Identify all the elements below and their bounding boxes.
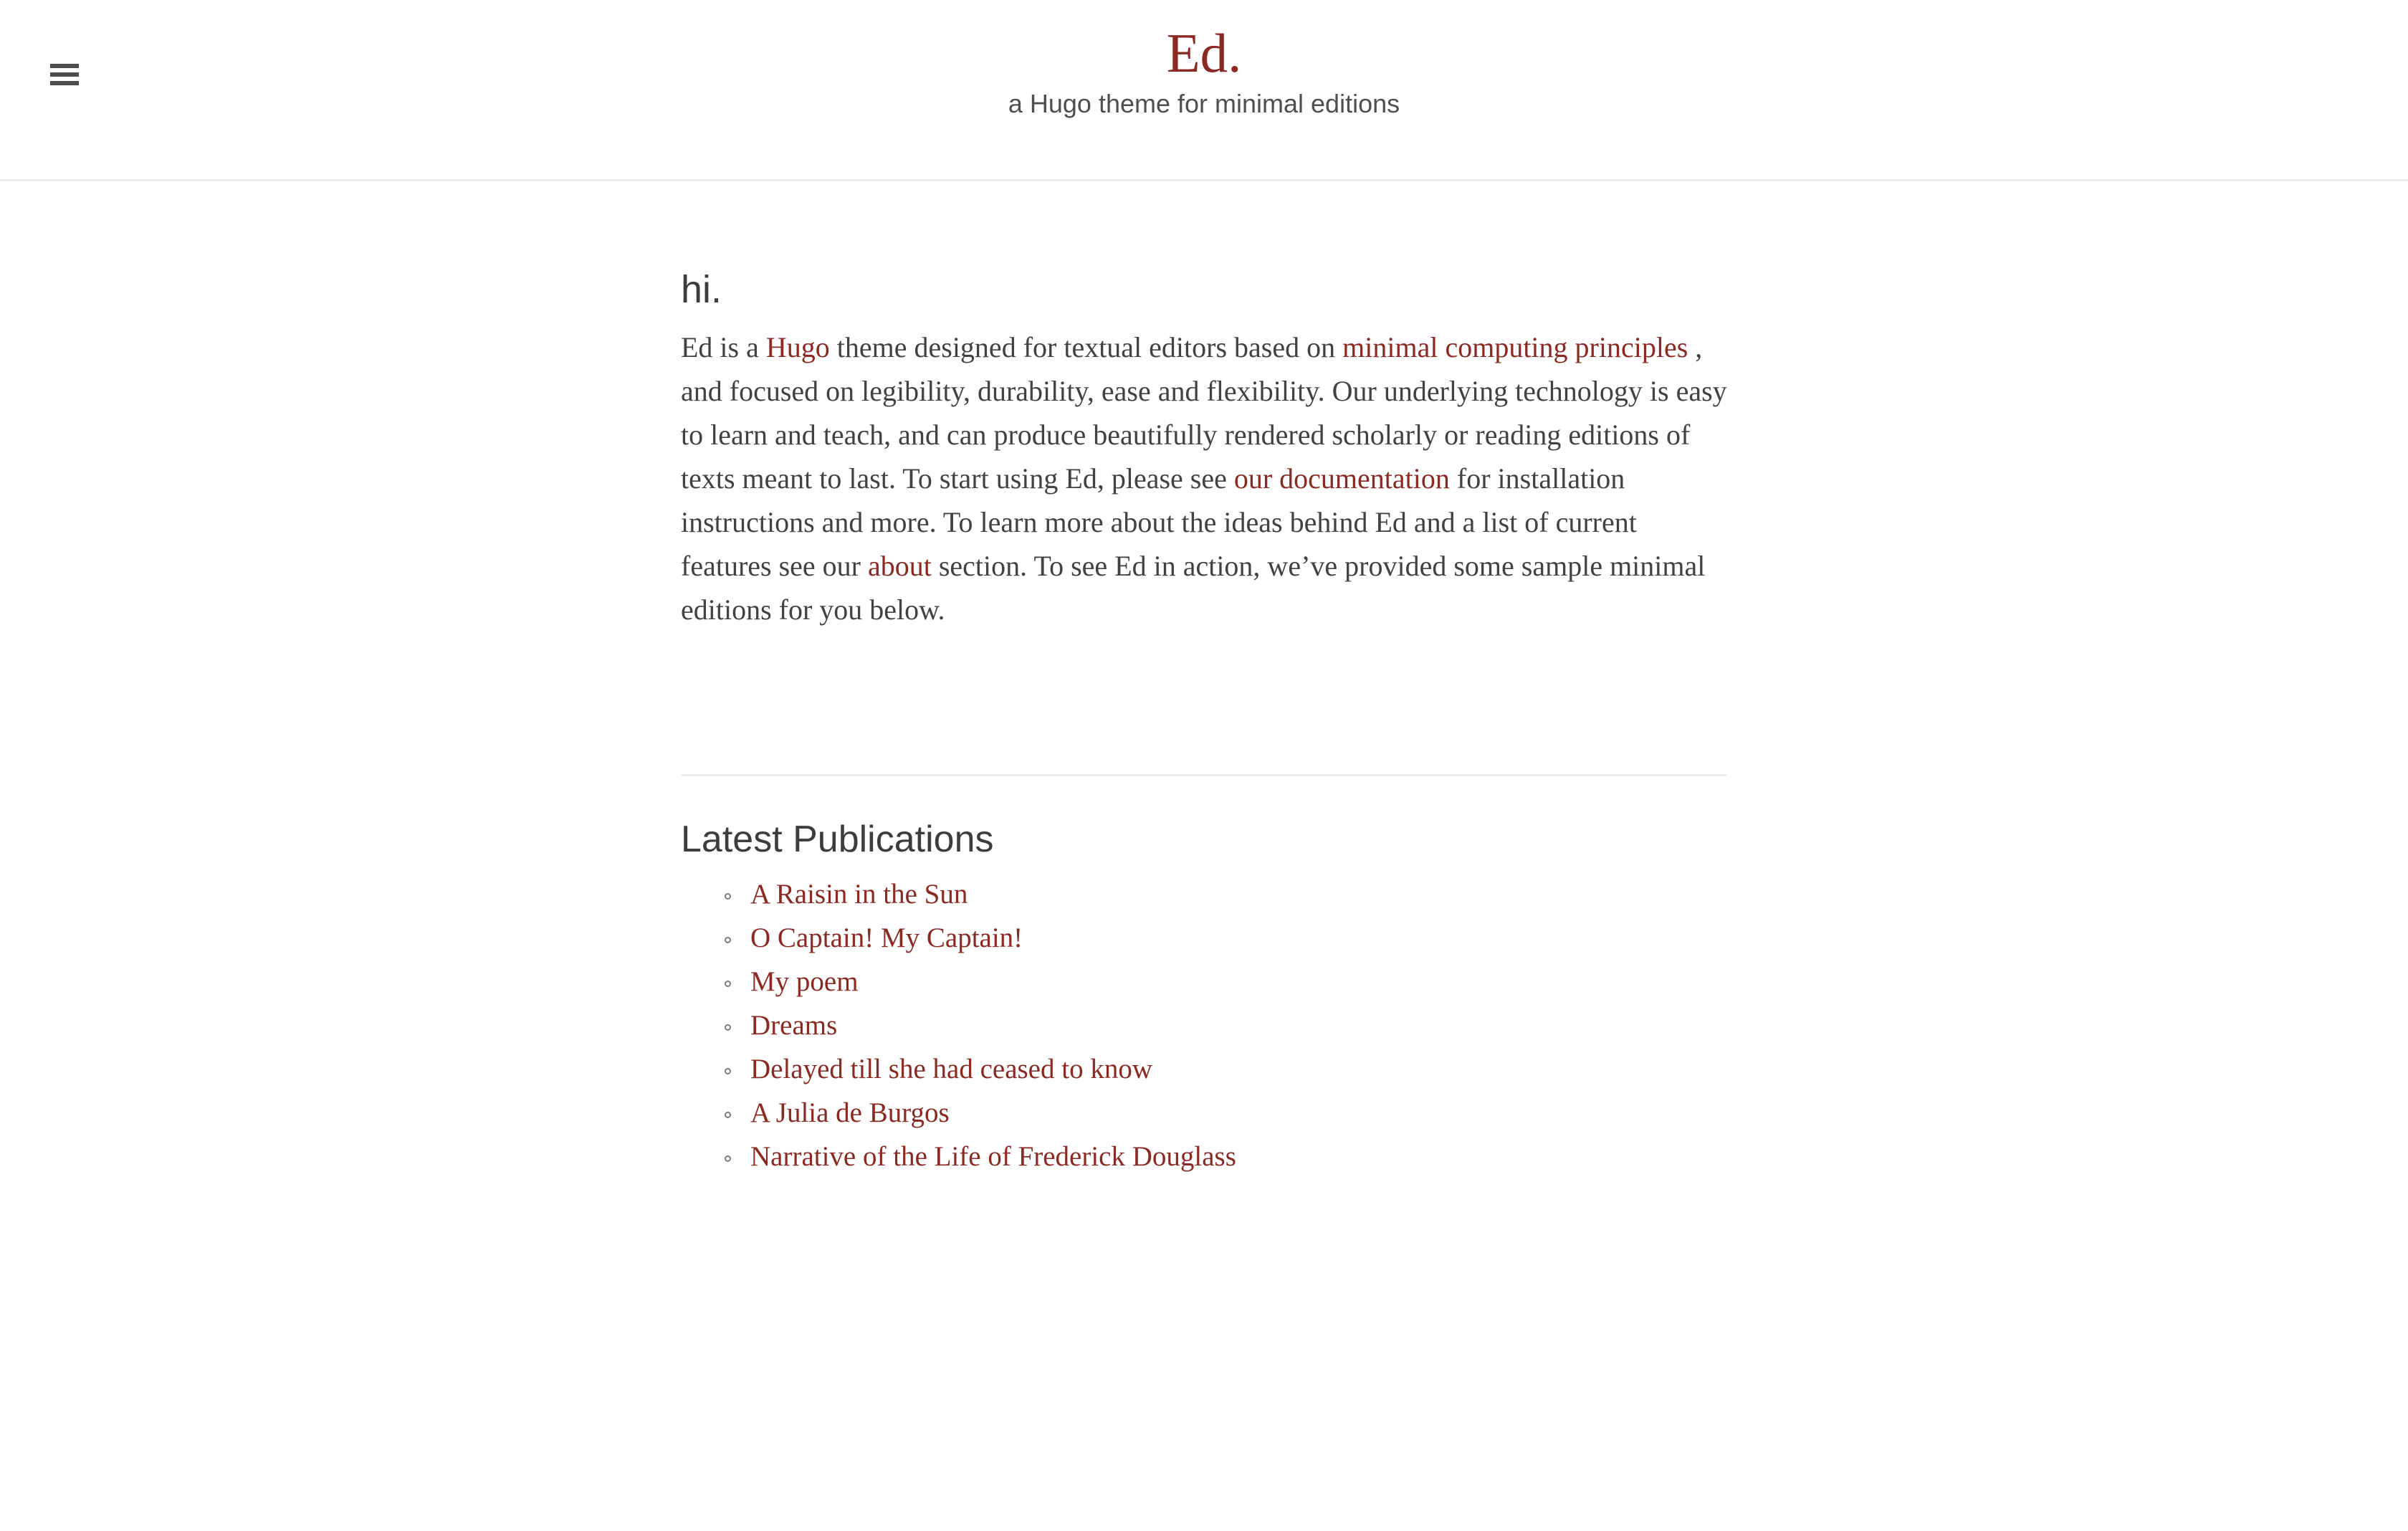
- publication-item: [681, 872, 1727, 916]
- publications-list: [681, 872, 1727, 1178]
- site-title[interactable]: Ed.: [1166, 22, 1242, 84]
- documentation-link[interactable]: our documentation: [1233, 462, 1450, 495]
- hamburger-bar: [50, 64, 79, 68]
- circle-bullet-icon: [725, 1068, 731, 1074]
- section-divider: [681, 774, 1727, 776]
- publication-link[interactable]: Delayed till she had ceased to know: [750, 1054, 1152, 1084]
- publication-item: [681, 1135, 1727, 1178]
- circle-bullet-icon: [725, 1024, 731, 1031]
- intro-text: , and focused on legibility, durability, ease and flexibility. Our underlying technology is easy to learn and teach, and can produce beautifully rendered scholarly or reading editions of texts meant to last. To start using Ed, please see: [681, 331, 1727, 495]
- circle-bullet-icon: [725, 893, 731, 900]
- hamburger-bar: [50, 81, 79, 85]
- publication-item: [681, 916, 1727, 960]
- publications-section: [681, 821, 1727, 1178]
- publication-item: [681, 1003, 1727, 1047]
- publication-link[interactable]: A Raisin in the Sun: [750, 879, 968, 910]
- hamburger-menu-icon[interactable]: [50, 64, 79, 85]
- intro-paragraph: [681, 325, 1727, 631]
- publication-item: [681, 960, 1727, 1003]
- publication-link[interactable]: A Julia de Burgos: [750, 1097, 950, 1128]
- site-header: [0, 22, 2408, 181]
- site-subtitle: a Hugo theme for minimal editions: [1008, 89, 1400, 118]
- hamburger-bar: [50, 72, 79, 77]
- hugo-link[interactable]: Hugo: [765, 331, 830, 363]
- publication-link[interactable]: O Captain! My Captain!: [750, 922, 1023, 953]
- publication-link[interactable]: Dreams: [750, 1010, 838, 1041]
- intro-text: section. To see Ed in action, we’ve provided some sample minimal editions for you below.: [681, 550, 1706, 626]
- about-link[interactable]: about: [867, 550, 932, 582]
- main-content: [681, 270, 1727, 1178]
- intro-text: for installation instructions and more. To learn more about the ideas behind Ed and a list of current features see our: [681, 462, 1637, 582]
- greeting-heading: hi.: [681, 268, 722, 311]
- circle-bullet-icon: [725, 937, 731, 943]
- intro-text: Ed is a: [681, 331, 766, 363]
- circle-bullet-icon: [725, 1112, 731, 1118]
- publication-link[interactable]: Narrative of the Life of Frederick Douglass: [750, 1141, 1236, 1172]
- publication-link[interactable]: My poem: [750, 966, 859, 997]
- publication-item: [681, 1091, 1727, 1135]
- minimal-computing-principles-link[interactable]: minimal computing principles: [1342, 331, 1688, 363]
- circle-bullet-icon: [725, 981, 731, 987]
- intro-text: theme designed for textual editors based on: [829, 331, 1343, 363]
- circle-bullet-icon: [725, 1155, 731, 1162]
- intro-section: [681, 270, 1727, 631]
- publication-item: [681, 1047, 1727, 1091]
- publications-heading: Latest Publications: [681, 819, 994, 860]
